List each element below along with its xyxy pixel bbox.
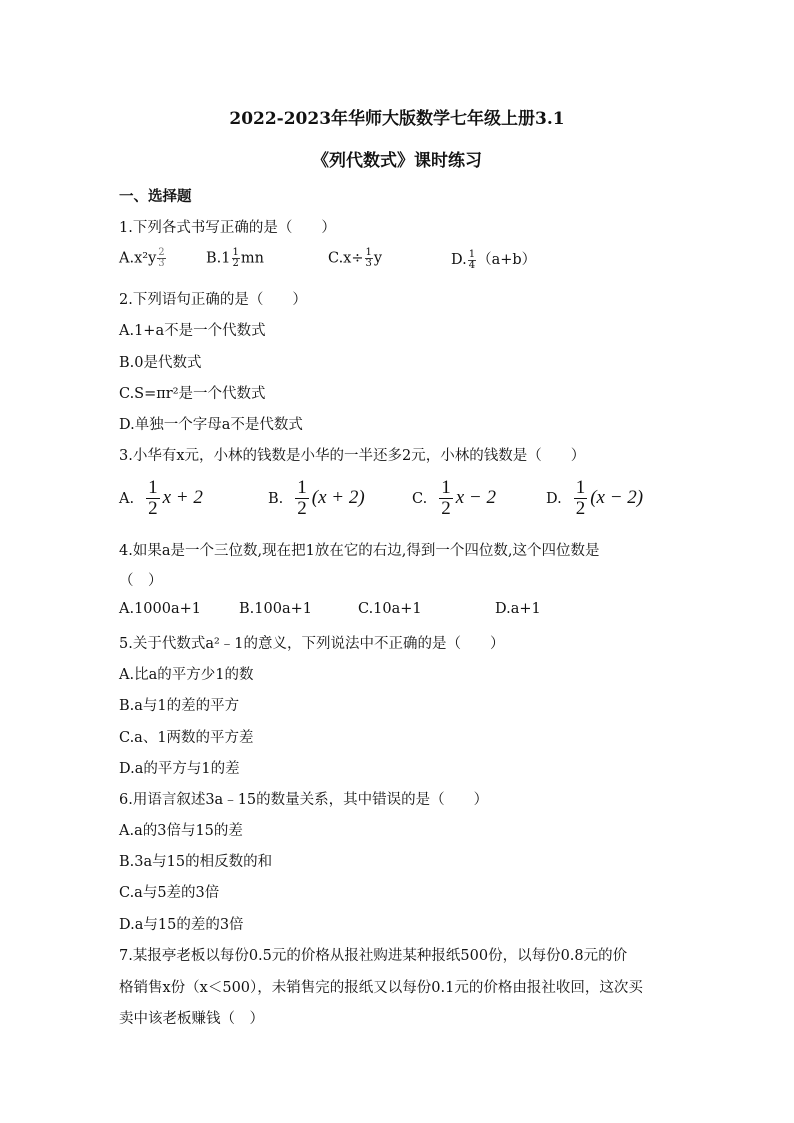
question-2-option-d: D.单独一个字母a不是代数式 bbox=[119, 417, 303, 433]
question-5-option-a: A.比a的平方少1的数 bbox=[119, 667, 254, 683]
question-2-stem: 2.下列语句正确的是（ ） bbox=[119, 292, 307, 308]
question-2-option-b: B.0是代数式 bbox=[119, 355, 202, 371]
question-3-option-d: D. $\frac{1}{2}$ (x − 2) bbox=[546, 477, 644, 519]
question-5-option-c: C.a、1两数的平方差 bbox=[119, 730, 254, 746]
question-4-option-d: D.a+1 bbox=[495, 601, 541, 617]
question-4-stem-line1: 4.如果a是一个三位数,现在把1放在它的右边,得到一个四位数,这个四位数是 bbox=[119, 543, 600, 559]
question-2-option-a: A.1+a不是一个代数式 bbox=[119, 323, 266, 339]
question-4-option-a: A.1000a+1 bbox=[119, 601, 202, 617]
question-1-option-c: C.x÷ $\frac{1}{3}$ y bbox=[328, 247, 383, 269]
question-7-line3: 卖中该老板赚钱（ ） bbox=[119, 1011, 264, 1027]
question-7-line1: 7.某报亭老板以每份0.5元的价格从报社购进某种报纸500份，以每份0.8元的价 bbox=[119, 948, 628, 964]
question-1-stem: 1.下列各式书写正确的是（ ） bbox=[119, 220, 336, 236]
question-5-option-d: D.a的平方与1的差 bbox=[119, 761, 240, 777]
question-6-option-b: B.3a与15的相反数的和 bbox=[119, 854, 273, 870]
question-3-option-c: C. $\frac{1}{2}$ x − 2 bbox=[412, 477, 496, 519]
question-1-option-b: B.1 $\frac{1}{2}$ mn bbox=[206, 247, 264, 269]
question-1-option-d: D. $\frac{1}{4}$ （a+b） bbox=[451, 248, 537, 271]
question-4-option-c: C.10a+1 bbox=[358, 601, 422, 617]
question-6-option-c: C.a与5差的3倍 bbox=[119, 885, 220, 901]
question-4-stem-line2: （ ） bbox=[119, 573, 163, 589]
question-7-line2: 格销售x份（x＜500），未销售完的报纸又以每份0.1元的价格由报社收回，这次买 bbox=[119, 980, 643, 996]
question-3-option-b: B. $\frac{1}{2}$ (x + 2) bbox=[268, 477, 365, 519]
question-1-option-a: A.x²y $\frac{2}{3}$ bbox=[119, 247, 165, 269]
question-6-option-d: D.a与15的差的3倍 bbox=[119, 917, 244, 933]
question-3-option-a: A. $\frac{1}{2}$ x + 2 bbox=[119, 477, 203, 519]
question-6-option-a: A.a的3倍与15的差 bbox=[119, 823, 243, 839]
document-title-line2: 《列代数式》课时练习 bbox=[312, 151, 482, 171]
question-5-option-b: B.a与1的差的平方 bbox=[119, 698, 240, 714]
section-heading: 一、选择题 bbox=[119, 188, 192, 205]
question-3-stem: 3.小华有x元，小林的钱数是小华的一半还多2元，小林的钱数是（ ） bbox=[119, 448, 586, 464]
document-title-line1: 2022-2023年华师大版数学七年级上册3.1 bbox=[229, 109, 565, 129]
question-4-option-b: B.100a+1 bbox=[239, 601, 312, 617]
question-5-stem: 5.关于代数式a²﹣1的意义，下列说法中不正确的是（ ） bbox=[119, 636, 505, 652]
question-2-option-c: C.S=πr²是一个代数式 bbox=[119, 386, 266, 402]
question-6-stem: 6.用语言叙述3a﹣15的数量关系，其中错误的是（ ） bbox=[119, 792, 489, 808]
